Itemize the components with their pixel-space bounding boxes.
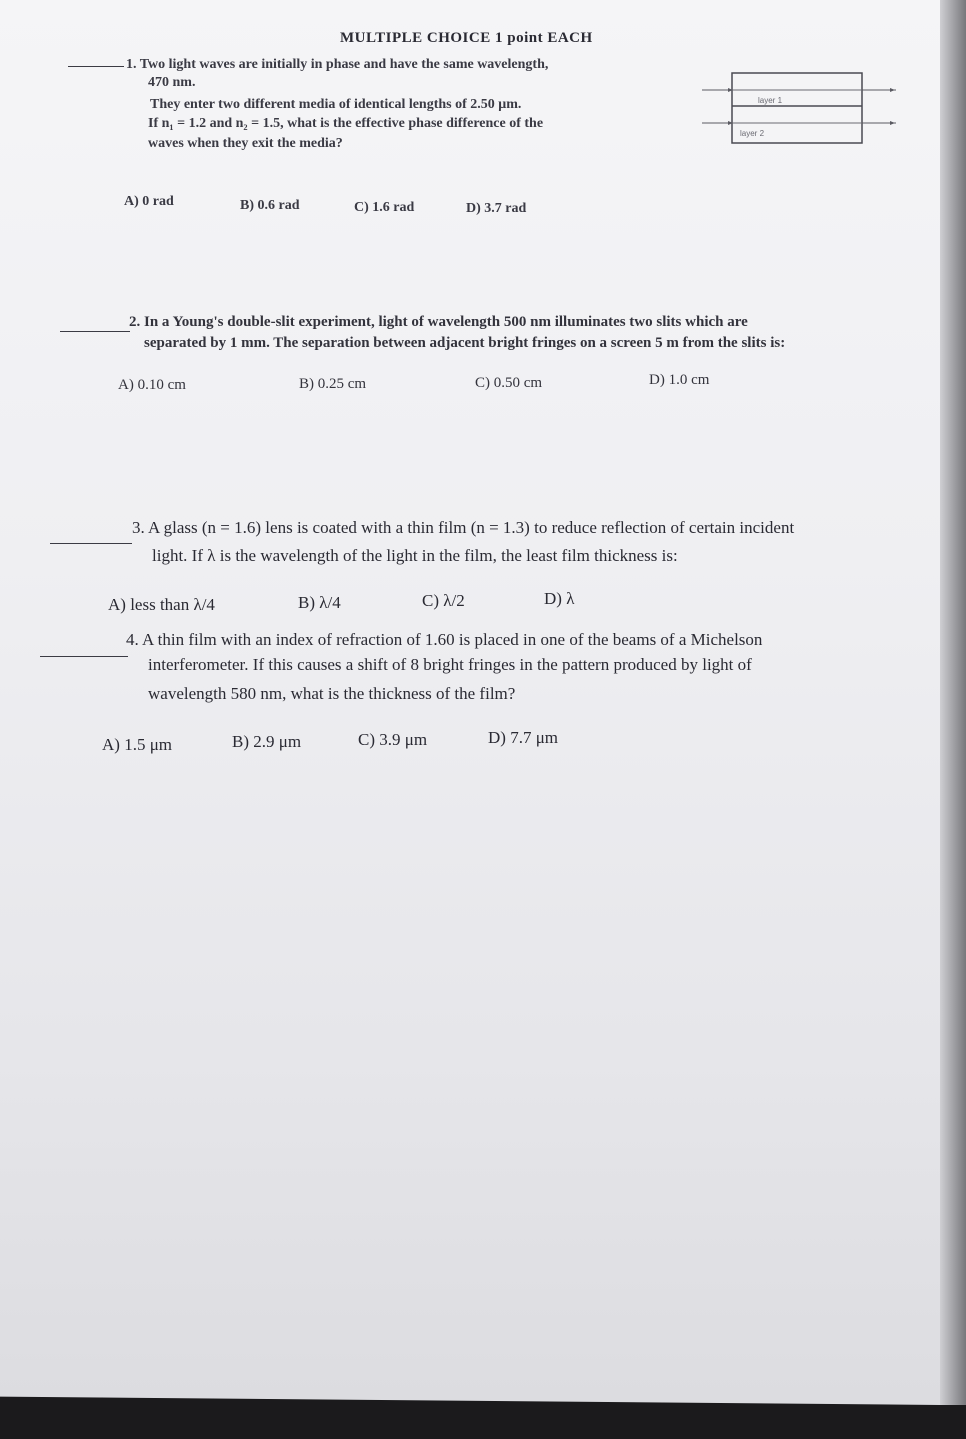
q3-answer-c[interactable]: C) λ/2 <box>422 591 465 610</box>
answer-blank-3[interactable] <box>50 543 132 544</box>
q1-answer-a[interactable]: A) 0 rad <box>124 194 174 209</box>
layer-1-label: layer 1 <box>758 96 783 105</box>
page-edge-shadow <box>940 0 966 1405</box>
q1-answer-b[interactable]: B) 0.6 rad <box>240 198 300 213</box>
q4-answer-a[interactable]: A) 1.5 μm <box>102 735 173 754</box>
q2-answer-c[interactable]: C) 0.50 cm <box>475 375 543 391</box>
question-2-line-2: separated by 1 mm. The separation between adjacent bright fringes on a screen 5 m from the slits is: <box>144 335 786 351</box>
question-2-line-1: 2. In a Young's double-slit experiment, light of wavelength 500 nm illuminates two slits which are <box>129 314 748 330</box>
q4-answer-b[interactable]: B) 2.9 μm <box>232 732 302 751</box>
ray-2-arrow-out-icon <box>890 121 895 125</box>
question-4-line-1: 4. A thin film with an index of refraction of 1.60 is placed in one of the beams of a Michelson <box>126 630 763 649</box>
question-1-line-1: 1. Two light waves are initially in phase and have the same wavelength, <box>126 57 549 72</box>
question-1-line-4: If n₁ = 1.2 and n₂ = 1.5, what is the effective phase difference of the <box>148 116 544 131</box>
q4-answer-d[interactable]: D) 7.7 μm <box>488 728 559 747</box>
question-1-line-5: waves when they exit the media? <box>148 136 343 151</box>
q2-answer-b[interactable]: B) 0.25 cm <box>299 376 367 392</box>
answer-blank-4[interactable] <box>40 656 128 657</box>
q3-answer-d[interactable]: D) λ <box>544 589 575 608</box>
question-4-line-2: interferometer. If this causes a shift of 8 bright fringes in the pattern produced by light of <box>148 655 752 674</box>
answer-blank-1[interactable] <box>68 66 124 67</box>
layer-diagram <box>700 68 900 148</box>
q3-answer-b[interactable]: B) λ/4 <box>298 593 341 612</box>
question-1-line-2: 470 nm. <box>148 75 196 90</box>
question-1-line-3: They enter two different media of identical lengths of 2.50 μm. <box>150 97 522 112</box>
q2-answer-d[interactable]: D) 1.0 cm <box>649 372 710 388</box>
question-4-line-3: wavelength 580 nm, what is the thickness of the film? <box>148 684 516 703</box>
answer-blank-2[interactable] <box>60 331 130 332</box>
q3-answer-a[interactable]: A) less than λ/4 <box>108 595 215 614</box>
layer-2-label: layer 2 <box>740 129 765 138</box>
q2-answer-a[interactable]: A) 0.10 cm <box>118 377 186 393</box>
section-heading: MULTIPLE CHOICE 1 point EACH <box>340 30 593 46</box>
question-3-line-2: light. If λ is the wavelength of the light in the film, the least film thickness is: <box>152 546 678 565</box>
q4-answer-c[interactable]: C) 3.9 μm <box>358 730 428 749</box>
ray-1-arrow-out-icon <box>890 88 895 92</box>
question-3-line-1: 3. A glass (n = 1.6) lens is coated with a thin film (n = 1.3) to reduce reflection of certain incident <box>132 518 795 537</box>
q1-answer-d[interactable]: D) 3.7 rad <box>466 201 527 216</box>
q1-answer-c[interactable]: C) 1.6 rad <box>354 200 415 215</box>
